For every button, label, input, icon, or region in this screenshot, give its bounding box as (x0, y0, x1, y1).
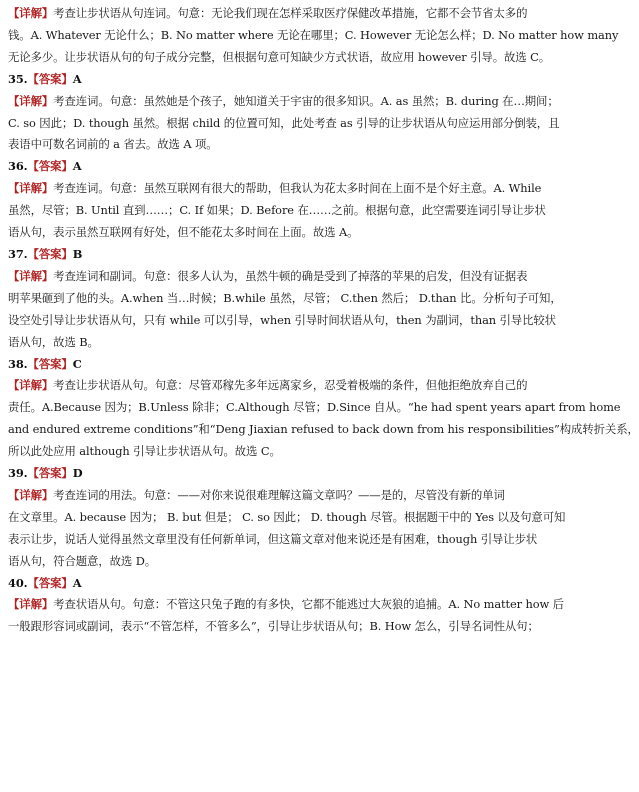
answer-line (8, 354, 565, 376)
answer-tag: 【答案】 (27, 159, 73, 174)
detail-tag: 【详解】 (8, 6, 54, 20)
answer-value: A (72, 159, 82, 174)
line-text: C. so 因此；D. though 虽然。根据 child 的位置可知，此处考查 as 引导的让步状语从句应运用部分倒装，且 (8, 115, 560, 130)
text-line (8, 288, 565, 310)
line-text: and endured extreme conditions”和“Deng Jiaxian refused to back down from his responsibilities”构成转折关系， (8, 422, 639, 437)
line-text: 语从句，表示虽然互联网有好处，但不能花太多时间在上面。故选 A。 (8, 225, 359, 240)
answer-tag: 【答案】 (27, 575, 73, 590)
answer-tag: 【答案】 (27, 356, 73, 371)
answer-tag: 【答案】 (27, 466, 73, 481)
question-number: 35. (8, 71, 28, 86)
text-line (8, 332, 565, 354)
text-line (8, 113, 565, 135)
text-line (8, 134, 565, 156)
text-line (8, 441, 565, 463)
line-text: 考查让步状语从句连词。句意：无论我们现在怎样采取医疗保健改革措施，它都不会节省太多的 (53, 6, 528, 20)
answer-value: B (72, 246, 83, 261)
line-text: 考查连词和副词。句意：很多人认为，虽然牛顿的确是受到了掉落的苹果的启发，但没有证据表 (53, 268, 528, 283)
detail-tag: 【详解】 (8, 378, 54, 393)
detail-tag: 【详解】 (8, 597, 54, 612)
detail-tag: 【详解】 (8, 268, 54, 283)
answer-value: A (72, 71, 82, 86)
text-line (8, 222, 565, 244)
text-line (8, 310, 565, 332)
answer-line (8, 463, 565, 485)
question-number: 38. (8, 356, 28, 371)
answer-line (8, 573, 565, 595)
explanation-line (8, 178, 565, 200)
detail-tag: 【详解】 (8, 93, 54, 108)
line-text: 钱。A. Whatever 无论什么；B. No matter where 无论在哪里；C. However 无论怎么样；D. No matter how many (8, 27, 619, 42)
line-text: 责任。A.Because 因为；B.Unless 除非；C.Although 尽管；D.Since 自从。“he had spent years apart from home (8, 400, 621, 415)
line-text: 虽然，尽管；B. Until 直到……；C. If 如果；D. Before 在……之前。根据句意，此空需要连词引导让步状 (8, 203, 546, 218)
question-number: 39. (8, 466, 28, 481)
line-text: 明苹果砸到了他的头。A.when 当…时候；B.while 虽然，尽管； C.then 然后； D.than 比。分析句子可知， (8, 290, 562, 305)
answer-value: C (72, 356, 82, 371)
explanation-line (8, 375, 565, 397)
line-text: 无论多少。让步状语从句的句子成分完整，但根据句意可知缺少方式状语，故应用 however 引导。故选 C。 (8, 49, 550, 64)
text-line (8, 529, 565, 551)
line-text: 表示让步，说话人觉得虽然文章里没有任何新单词，但这篇文章对他来说还是有困难，though 引导让步状 (8, 531, 538, 546)
line-text: 一般跟形容词或副词，表示“不管怎样，不管多么”，引导让步状语从句；B. How 怎么，引导名词性从句； (8, 619, 539, 634)
explanation-line (8, 266, 565, 288)
answer-line (8, 69, 565, 91)
answer-tag: 【答案】 (27, 246, 73, 261)
explanation-line (8, 3, 565, 25)
answer-line (8, 244, 565, 266)
detail-tag: 【详解】 (8, 181, 54, 196)
answer-value: A (72, 575, 82, 590)
text-line (8, 507, 565, 529)
line-text: 语从句，故选 B。 (8, 334, 99, 349)
text-line (8, 419, 639, 441)
line-text: 设空处引导让步状语从句，只有 while 可以引导，when 引导时间状语从句，then 为副词，than 引导比较状 (8, 312, 556, 327)
line-text: 语从句，符合题意，故选 D。 (8, 553, 157, 568)
line-text: 考查连词。句意：虽然她是个孩子，她知道关于宇宙的很多知识。A. as 虽然；B. during 在…期间； (53, 93, 559, 108)
question-number: 40. (8, 575, 28, 590)
text-line (8, 47, 565, 69)
explanation-line (8, 485, 565, 507)
text-line (8, 397, 621, 419)
answer-line (8, 156, 565, 178)
line-text: 表语中可数名词前的 a 省去。故选 A 项。 (8, 137, 218, 152)
question-number: 37. (8, 246, 28, 261)
explanation-line (8, 91, 565, 113)
text-line (8, 200, 565, 222)
line-text: 考查连词。句意：虽然互联网有很大的帮助，但我认为花太多时间在上面不是个好主意。A. While (53, 181, 542, 196)
text-line (8, 25, 619, 47)
answer-value: D (72, 466, 83, 481)
text-line (8, 551, 565, 573)
line-text: 考查让步状语从句。句意：尽管邓稼先多年远离家乡，忍受着极端的条件，但他拒绝放弃自己的 (53, 378, 528, 393)
text-line (8, 616, 565, 638)
line-text: 在文章里。A. because 因为； B. but 但是； C. so 因此； D. though 尽管。根据题干中的 Yes 以及句意可知 (8, 509, 566, 524)
detail-tag: 【详解】 (8, 487, 54, 502)
line-text: 考查连词的用法。句意：——对你来说很难理解这篇文章吗？——是的，尽管没有新的单词 (53, 487, 505, 502)
question-number: 36. (8, 159, 28, 174)
line-text: 所以此处应用 although 引导让步状语从句。故选 C。 (8, 444, 281, 459)
explanation-line (8, 594, 565, 616)
line-text: 考查状语从句。句意：不管这只兔子跑的有多快，它都不能逃过大灰狼的追捕。A. No matter how 后 (53, 597, 564, 612)
answer-tag: 【答案】 (27, 71, 73, 86)
